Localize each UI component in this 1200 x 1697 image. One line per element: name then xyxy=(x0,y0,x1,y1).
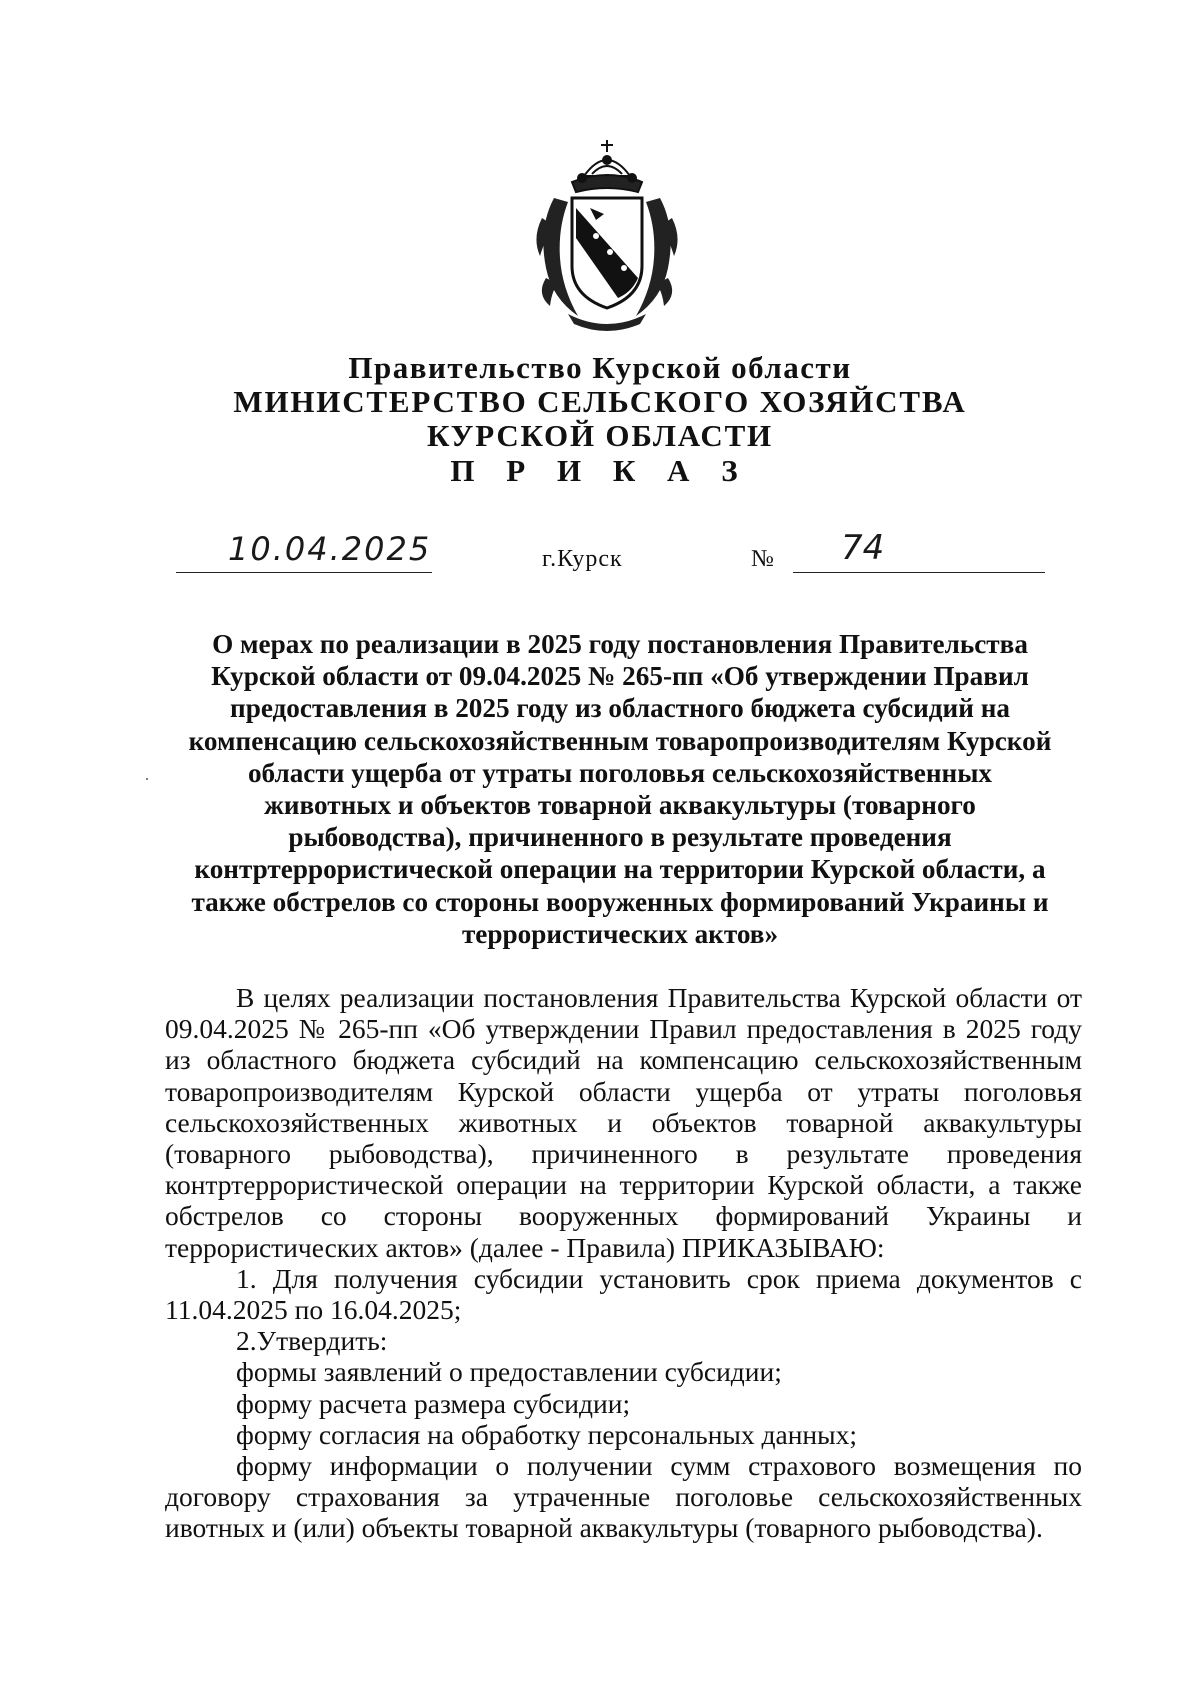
title-line: террористических актов» xyxy=(461,918,779,949)
point-1: 1. Для получения субсидии установить срок приема документов с 11.04.2025 по 16.04.2025; xyxy=(165,1262,1082,1326)
title-line: предоставления в 2025 году из областного бюджета субсидий на xyxy=(230,693,1010,724)
approval-item: форму расчета размера субсидии; xyxy=(236,1387,631,1419)
approval-item: форму информации о получении сумм страхового возмещения по договору страхования за утраченные поголовье сельскохозяйственных ивотных и (или) объекты товарной аквакультуры (товарного рыбоводства). xyxy=(165,1450,1082,1544)
preamble-paragraph: В целях реализации постановления Правительства Курской области от 09.04.2025 № 265-пп «Об утверждении Правил предоставления в 2025 году из областного бюджета субсидий на компенсацию сельскохозяйственным товаропроизводителям Курской области ущерба от утраты поголовья сельскохозяйственных животных и объектов товарной аквакультуры (товарного рыбоводства), причиненного в результате проведения контртеррористической операции на территории Курской области, а также обстрелов со стороны вооруженных формирований Украины и террористических актов» (далее - Правила) ПРИКАЗЫВАЮ: xyxy=(165,982,1082,1263)
ministry-name-line2: КУРСКОЙ ОБЛАСТИ xyxy=(427,418,773,453)
order-body xyxy=(165,982,1082,1544)
title-line: Курской области от 09.04.2025 № 265-пп «Об утверждении Правил xyxy=(211,661,1029,692)
government-name: Правительство Курской области xyxy=(348,350,852,385)
number-field xyxy=(793,528,1045,573)
order-title xyxy=(160,628,1080,950)
handwritten-date: 10.04.2025 xyxy=(228,530,432,568)
number-sign: № xyxy=(751,546,774,572)
handwritten-number: 74 xyxy=(841,528,885,568)
document-header xyxy=(0,351,1200,489)
title-line: области ущерба от утраты поголовья сельскохозяйственных xyxy=(247,757,993,788)
document-type: П Р И К А З xyxy=(450,453,750,488)
title-line: также обстрелов со стороны вооруженных формирований Украины и xyxy=(191,886,1049,917)
approval-item: формы заявлений о предоставлении субсидии; xyxy=(236,1356,782,1388)
city-label: г.Курск xyxy=(542,546,623,572)
title-line: О мерах по реализации в 2025 году постановления Правительства xyxy=(212,629,1028,659)
scan-speck xyxy=(146,778,148,780)
ministry-name-line1: МИНИСТЕРСТВО СЕЛЬСКОГО ХОЗЯЙСТВА xyxy=(233,384,967,419)
title-line: рыбоводства), причиненного в результате проведения xyxy=(288,822,952,853)
title-line: компенсацию сельскохозяйственным товаропроизводителям Курской xyxy=(188,725,1052,756)
title-line: животных и объектов товарной аквакультуры (товарного xyxy=(264,790,976,821)
approval-item: форму согласия на обработку персональных данных; xyxy=(236,1418,858,1450)
title-line: контртеррористической операции на территории Курской области, а xyxy=(194,854,1046,885)
date-field xyxy=(176,530,432,573)
point-2: 2.Утвердить: xyxy=(236,1325,388,1357)
coat-of-arms-emblem xyxy=(532,138,682,334)
